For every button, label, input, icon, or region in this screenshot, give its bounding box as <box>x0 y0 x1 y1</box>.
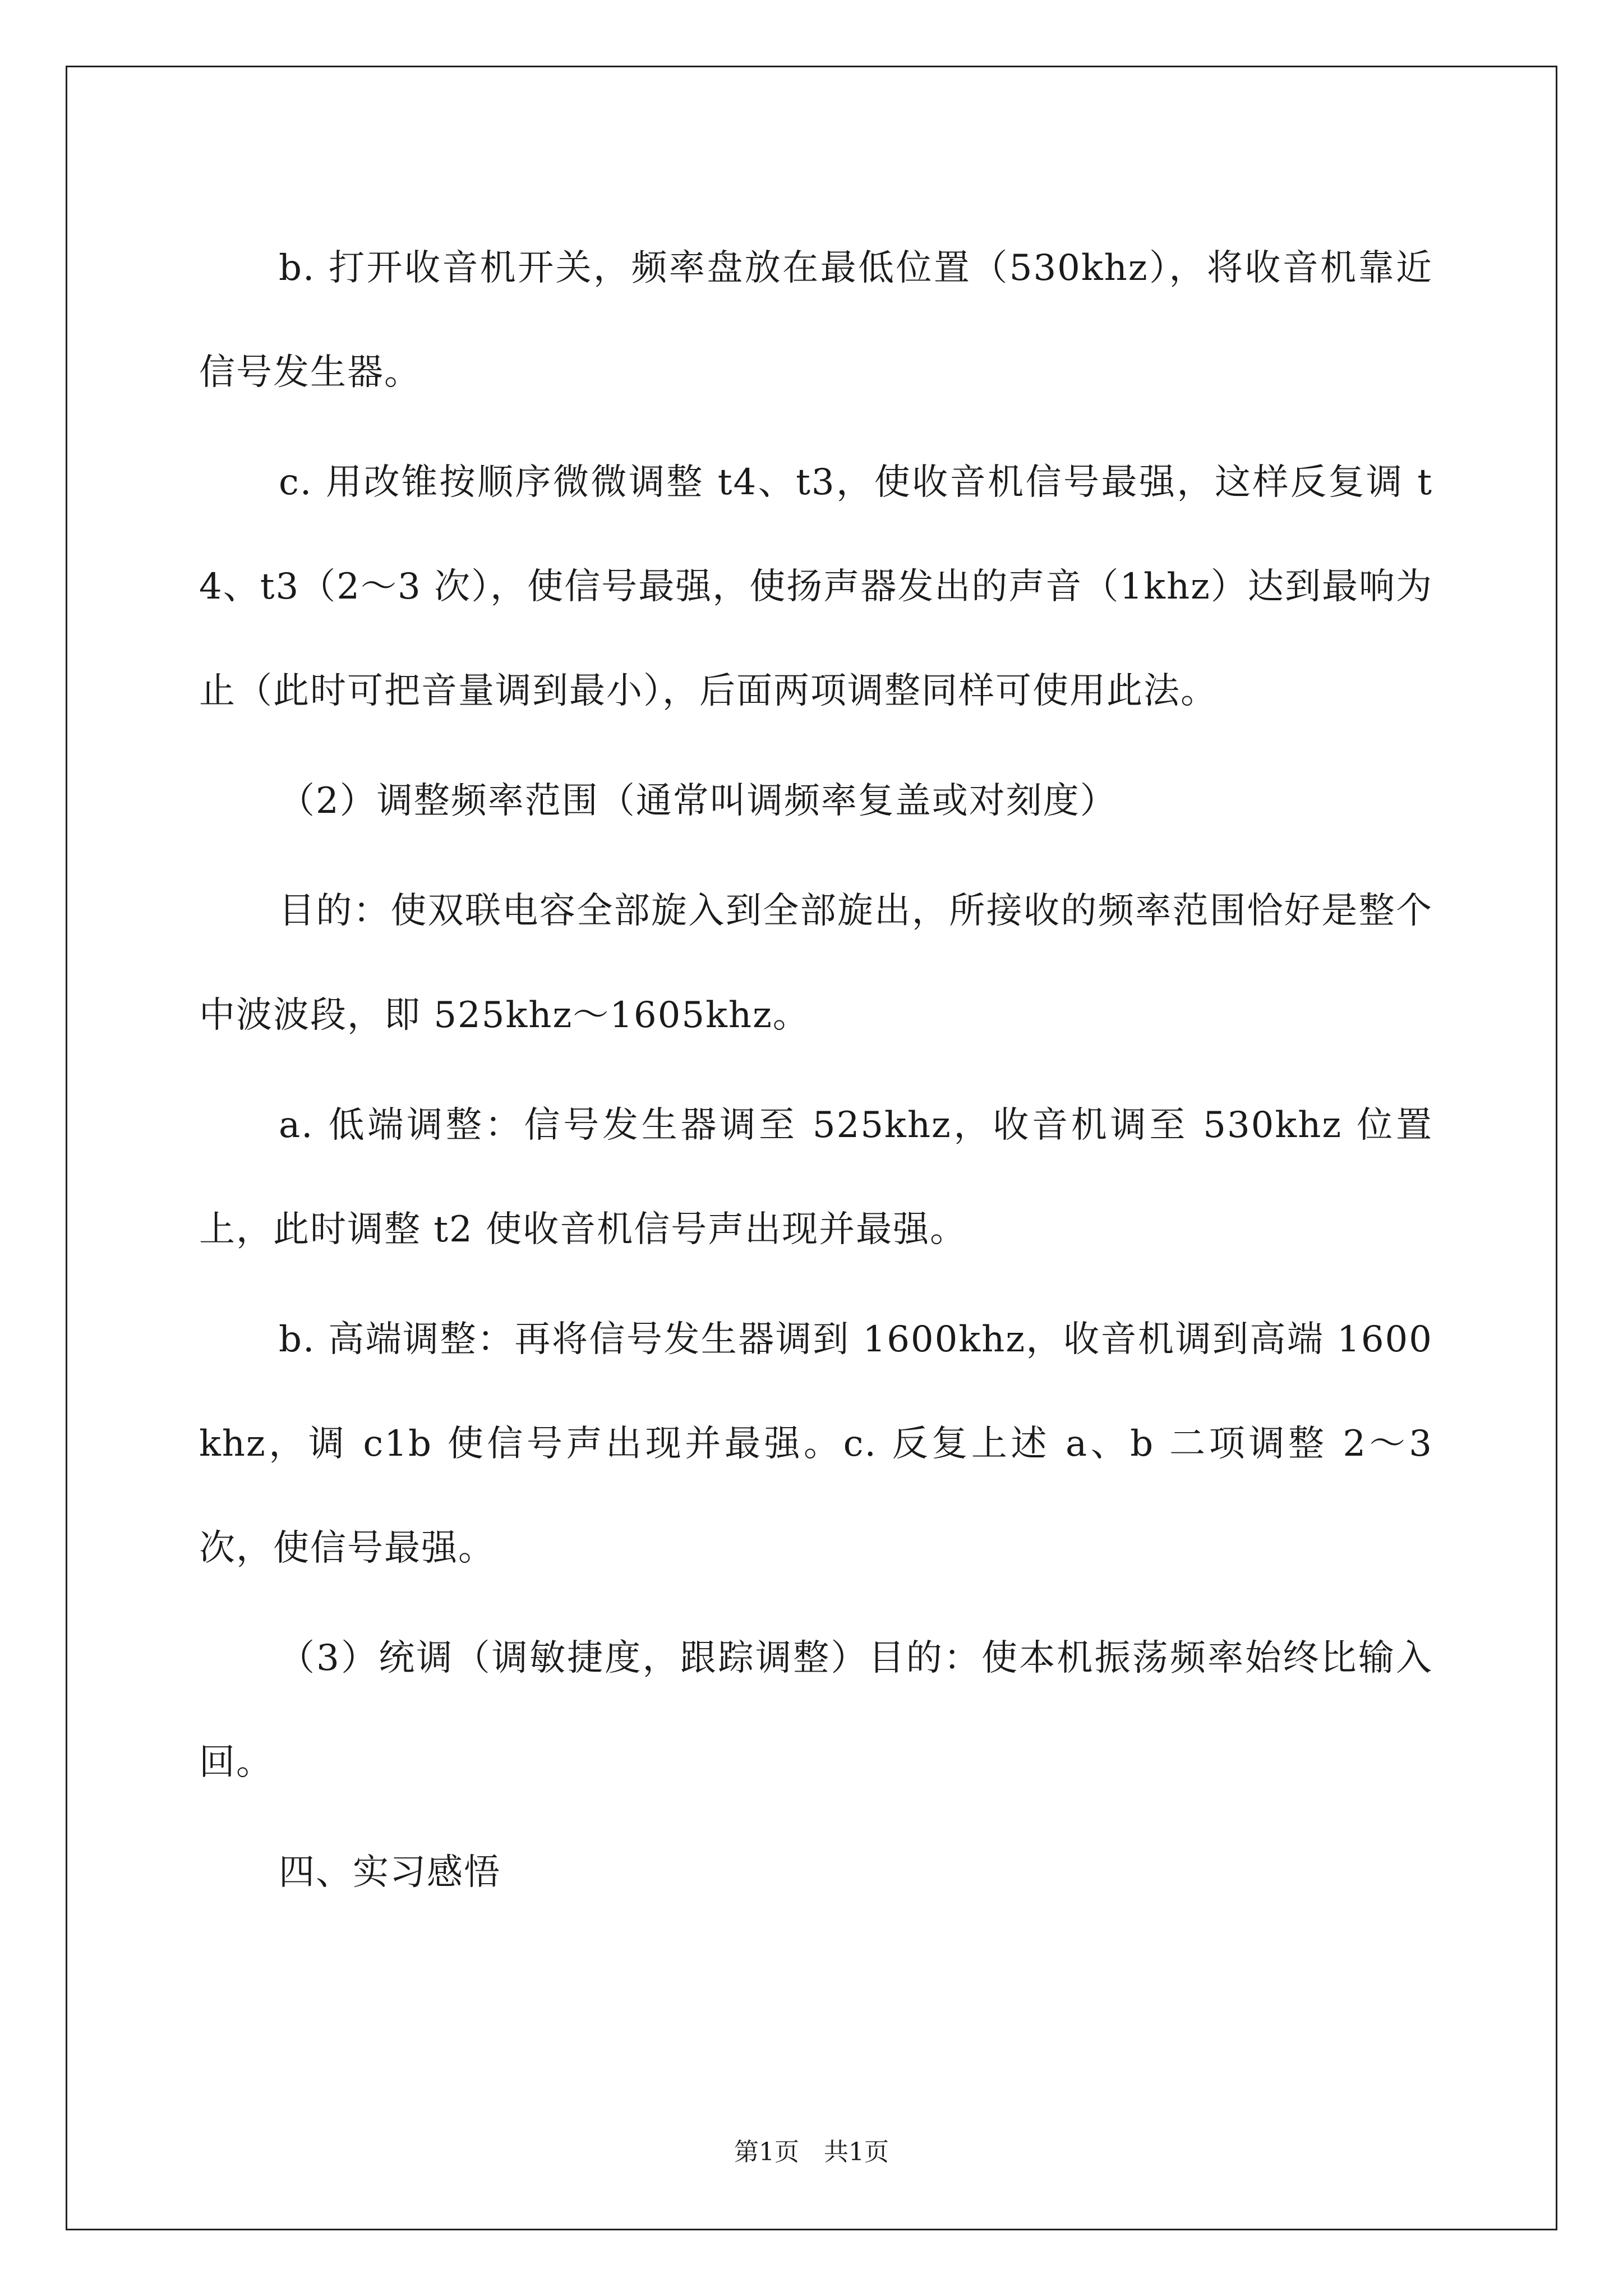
paragraph-step-b: b. 打开收音机开关，频率盘放在最低位置（530khz），将收音机靠近信号发生器。 <box>199 247 1433 393</box>
paragraph-high-end: b. 高端调整：再将信号发生器调到 1600khz，收音机调到高端 1600khz，调 c1b 使信号声出现并最强。c. 反复上述 a、b 二项调整 2～3 次，使信号最强。 <box>199 1319 1433 1569</box>
paragraph-step-c: c. 用改锥按顺序微微调整 t4、t3，使收音机信号最强，这样反复调 t4、t3（2～3 次），使信号最强，使扬声器发出的声音（1khz）达到最响为止（此时可把音量调到最小），后面两项调整同样可使用此法。 <box>199 462 1433 712</box>
paragraph-purpose: 目的：使双联电容全部旋入到全部旋出，所接收的频率范围恰好是整个中波波段，即 525khz～1605khz。 <box>199 890 1433 1036</box>
section-heading-reflection: 四、实习感悟 <box>279 1852 501 1893</box>
heading-frequency-range: （2）调整频率范围（通常叫调频率复盖或对刻度） <box>279 780 1117 822</box>
paragraph-tracking: （3）统调（调敏捷度，跟踪调整）目的：使本机振荡频率始终比输入回。 <box>199 1637 1433 1783</box>
paragraph-low-end: a. 低端调整：信号发生器调至 525khz，收音机调至 530khz 位置上，此时调整 t2 使收音机信号声出现并最强。 <box>199 1105 1433 1250</box>
page-number: 第1页 <box>734 2138 799 2166</box>
page-total: 共1页 <box>824 2138 889 2166</box>
document-body <box>199 216 1433 1925</box>
page-footer <box>0 2132 1623 2168</box>
